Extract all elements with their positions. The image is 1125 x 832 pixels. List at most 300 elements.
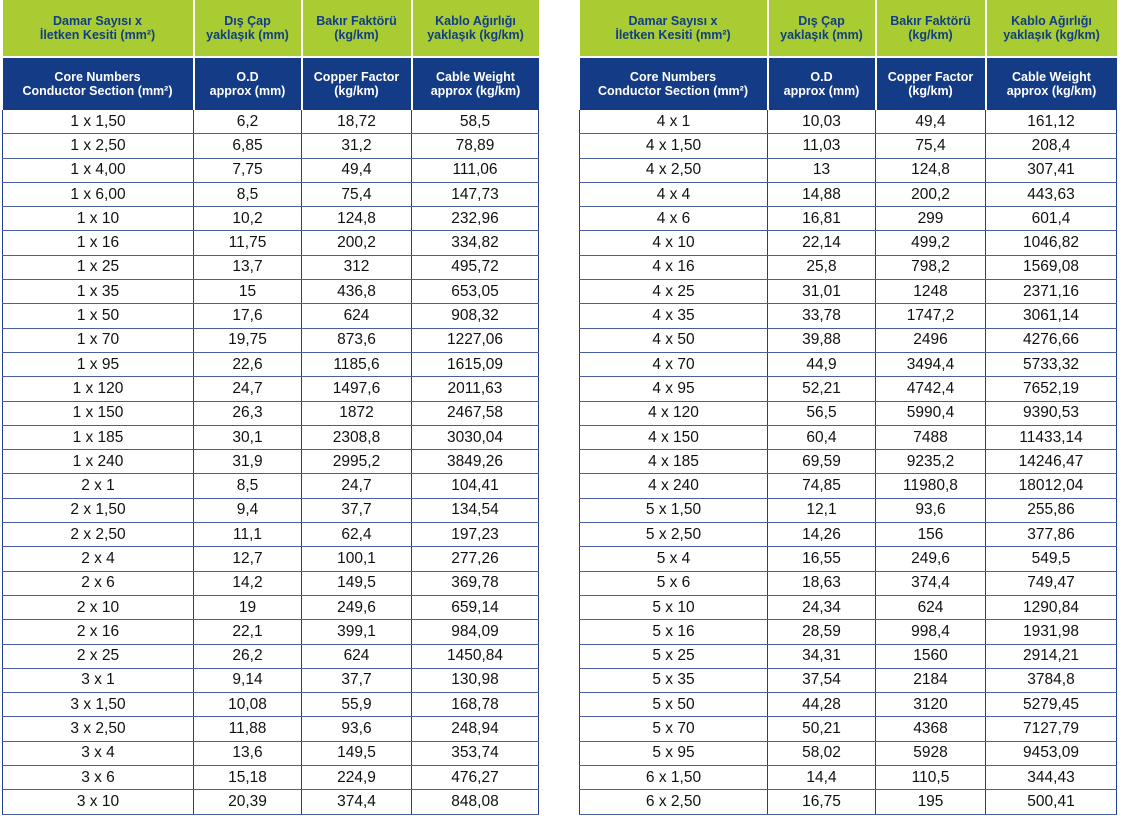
cell-outer-diameter: 12,1 <box>768 498 876 522</box>
cell-outer-diameter: 44,9 <box>768 352 876 376</box>
cell-outer-diameter: 6,85 <box>194 134 302 158</box>
cell-cable-weight: 3784,8 <box>986 668 1117 692</box>
cell-copper-factor: 24,7 <box>302 474 412 498</box>
cell-copper-factor: 49,4 <box>302 158 412 182</box>
cell-outer-diameter: 16,75 <box>768 790 876 814</box>
table-row <box>580 207 1117 231</box>
cell-cable-weight: 5733,32 <box>986 352 1117 376</box>
cell-core-section: 3 x 1 <box>3 668 194 692</box>
table-row <box>580 668 1117 692</box>
cell-core-section: 1 x 6,00 <box>3 182 194 206</box>
cell-copper-factor: 499,2 <box>876 231 986 255</box>
table-row <box>580 644 1117 668</box>
table-row <box>3 644 539 668</box>
cell-copper-factor: 124,8 <box>876 158 986 182</box>
cell-core-section: 4 x 6 <box>580 207 768 231</box>
table-row <box>3 110 539 134</box>
table-row <box>3 474 539 498</box>
cell-cable-weight: 248,94 <box>412 717 539 741</box>
cell-outer-diameter: 19 <box>194 595 302 619</box>
cell-core-section: 1 x 2,50 <box>3 134 194 158</box>
cell-copper-factor: 1872 <box>302 401 412 425</box>
header-en-outer-diameter: O.D approx (mm) <box>194 57 302 110</box>
cell-copper-factor: 11980,8 <box>876 474 986 498</box>
cell-cable-weight: 2467,58 <box>412 401 539 425</box>
cell-cable-weight: 7652,19 <box>986 377 1117 401</box>
cell-copper-factor: 156 <box>876 523 986 547</box>
cell-cable-weight: 130,98 <box>412 668 539 692</box>
table-row <box>580 377 1117 401</box>
cell-copper-factor: 1560 <box>876 644 986 668</box>
cell-outer-diameter: 19,75 <box>194 328 302 352</box>
cell-cable-weight: 11433,14 <box>986 425 1117 449</box>
table-row <box>580 328 1117 352</box>
cell-core-section: 1 x 35 <box>3 280 194 304</box>
header-tr-cable-weight: Kablo Ağırlığı yaklaşık (kg/km) <box>986 0 1117 57</box>
cell-core-section: 5 x 25 <box>580 644 768 668</box>
cell-copper-factor: 5928 <box>876 741 986 765</box>
table-row <box>580 280 1117 304</box>
cell-outer-diameter: 12,7 <box>194 547 302 571</box>
cell-copper-factor: 93,6 <box>302 717 412 741</box>
cell-core-section: 1 x 70 <box>3 328 194 352</box>
cell-copper-factor: 149,5 <box>302 741 412 765</box>
cell-cable-weight: 353,74 <box>412 741 539 765</box>
cell-core-section: 3 x 2,50 <box>3 717 194 741</box>
table-row <box>580 693 1117 717</box>
table-row <box>3 207 539 231</box>
table-row <box>3 571 539 595</box>
table-row <box>580 790 1117 814</box>
cell-outer-diameter: 16,55 <box>768 547 876 571</box>
table-row <box>3 717 539 741</box>
cell-copper-factor: 200,2 <box>876 182 986 206</box>
cell-cable-weight: 3030,04 <box>412 425 539 449</box>
cell-copper-factor: 249,6 <box>302 595 412 619</box>
header-tr-core-section: Damar Sayısı x İletken Kesiti (mm²) <box>580 0 768 57</box>
cell-core-section: 2 x 25 <box>3 644 194 668</box>
cell-copper-factor: 624 <box>302 304 412 328</box>
cell-outer-diameter: 37,54 <box>768 668 876 692</box>
cell-core-section: 4 x 120 <box>580 401 768 425</box>
cell-outer-diameter: 22,14 <box>768 231 876 255</box>
cell-cable-weight: 1290,84 <box>986 595 1117 619</box>
cell-outer-diameter: 9,4 <box>194 498 302 522</box>
cell-cable-weight: 232,96 <box>412 207 539 231</box>
cell-core-section: 4 x 2,50 <box>580 158 768 182</box>
cell-cable-weight: 476,27 <box>412 766 539 790</box>
table-row <box>580 620 1117 644</box>
table-row <box>3 741 539 765</box>
table-row <box>3 182 539 206</box>
cell-core-section: 6 x 1,50 <box>580 766 768 790</box>
cell-outer-diameter: 22,6 <box>194 352 302 376</box>
cell-core-section: 1 x 120 <box>3 377 194 401</box>
cell-outer-diameter: 9,14 <box>194 668 302 692</box>
cell-cable-weight: 58,5 <box>412 110 539 134</box>
cell-cable-weight: 443,63 <box>986 182 1117 206</box>
table-row <box>580 595 1117 619</box>
cell-core-section: 1 x 185 <box>3 425 194 449</box>
table-row <box>3 790 539 814</box>
cell-copper-factor: 93,6 <box>876 498 986 522</box>
cell-copper-factor: 249,6 <box>876 547 986 571</box>
cell-outer-diameter: 39,88 <box>768 328 876 352</box>
table-row <box>580 717 1117 741</box>
cell-core-section: 2 x 6 <box>3 571 194 595</box>
cell-outer-diameter: 13,6 <box>194 741 302 765</box>
cell-cable-weight: 984,09 <box>412 620 539 644</box>
cell-copper-factor: 2308,8 <box>302 425 412 449</box>
cell-core-section: 5 x 50 <box>580 693 768 717</box>
cell-copper-factor: 1248 <box>876 280 986 304</box>
header-tr-cable-weight: Kablo Ağırlığı yaklaşık (kg/km) <box>412 0 539 57</box>
cell-outer-diameter: 69,59 <box>768 450 876 474</box>
cell-copper-factor: 55,9 <box>302 693 412 717</box>
cell-cable-weight: 5279,45 <box>986 693 1117 717</box>
cell-cable-weight: 500,41 <box>986 790 1117 814</box>
cell-cable-weight: 908,32 <box>412 304 539 328</box>
table-row <box>580 231 1117 255</box>
header-tr-copper-factor: Bakır Faktörü (kg/km) <box>876 0 986 57</box>
cell-outer-diameter: 58,02 <box>768 741 876 765</box>
table-row <box>580 182 1117 206</box>
cell-outer-diameter: 14,88 <box>768 182 876 206</box>
cell-cable-weight: 255,86 <box>986 498 1117 522</box>
cell-core-section: 2 x 4 <box>3 547 194 571</box>
cell-outer-diameter: 11,88 <box>194 717 302 741</box>
cell-cable-weight: 3061,14 <box>986 304 1117 328</box>
cell-copper-factor: 75,4 <box>876 134 986 158</box>
cell-cable-weight: 208,4 <box>986 134 1117 158</box>
cell-cable-weight: 7127,79 <box>986 717 1117 741</box>
header-row-english <box>580 57 1117 110</box>
cell-cable-weight: 1046,82 <box>986 231 1117 255</box>
cell-core-section: 4 x 35 <box>580 304 768 328</box>
cell-core-section: 2 x 2,50 <box>3 523 194 547</box>
cell-core-section: 2 x 1,50 <box>3 498 194 522</box>
cell-core-section: 5 x 6 <box>580 571 768 595</box>
cell-cable-weight: 601,4 <box>986 207 1117 231</box>
table-row <box>580 474 1117 498</box>
cell-cable-weight: 18012,04 <box>986 474 1117 498</box>
cell-core-section: 4 x 95 <box>580 377 768 401</box>
table-row <box>580 766 1117 790</box>
cell-core-section: 4 x 240 <box>580 474 768 498</box>
cell-cable-weight: 2011,63 <box>412 377 539 401</box>
cell-copper-factor: 7488 <box>876 425 986 449</box>
table-row <box>3 547 539 571</box>
cell-copper-factor: 3494,4 <box>876 352 986 376</box>
table-row <box>580 498 1117 522</box>
cell-cable-weight: 78,89 <box>412 134 539 158</box>
cell-cable-weight: 334,82 <box>412 231 539 255</box>
cell-copper-factor: 100,1 <box>302 547 412 571</box>
cell-copper-factor: 998,4 <box>876 620 986 644</box>
cell-core-section: 5 x 70 <box>580 717 768 741</box>
cell-copper-factor: 399,1 <box>302 620 412 644</box>
cell-core-section: 1 x 25 <box>3 255 194 279</box>
cell-copper-factor: 149,5 <box>302 571 412 595</box>
header-en-outer-diameter: O.D approx (mm) <box>768 57 876 110</box>
cell-outer-diameter: 26,3 <box>194 401 302 425</box>
cell-cable-weight: 2371,16 <box>986 280 1117 304</box>
cell-outer-diameter: 18,63 <box>768 571 876 595</box>
header-tr-outer-diameter: Dış Çap yaklaşık (mm) <box>768 0 876 57</box>
table-row <box>3 231 539 255</box>
cell-outer-diameter: 34,31 <box>768 644 876 668</box>
cell-outer-diameter: 20,39 <box>194 790 302 814</box>
header-tr-core-section: Damar Sayısı x İletken Kesiti (mm²) <box>3 0 194 57</box>
table-row <box>3 523 539 547</box>
cell-core-section: 4 x 16 <box>580 255 768 279</box>
cell-outer-diameter: 11,1 <box>194 523 302 547</box>
cell-outer-diameter: 10,03 <box>768 110 876 134</box>
cell-copper-factor: 624 <box>302 644 412 668</box>
cell-core-section: 2 x 16 <box>3 620 194 644</box>
cell-core-section: 5 x 1,50 <box>580 498 768 522</box>
cell-cable-weight: 549,5 <box>986 547 1117 571</box>
header-tr-outer-diameter: Dış Çap yaklaşık (mm) <box>194 0 302 57</box>
cell-cable-weight: 134,54 <box>412 498 539 522</box>
cell-core-section: 2 x 10 <box>3 595 194 619</box>
table-row <box>3 134 539 158</box>
header-tr-copper-factor: Bakır Faktörü (kg/km) <box>302 0 412 57</box>
cell-outer-diameter: 11,75 <box>194 231 302 255</box>
cell-outer-diameter: 17,6 <box>194 304 302 328</box>
cell-outer-diameter: 6,2 <box>194 110 302 134</box>
cable-table-left <box>2 0 539 815</box>
cell-cable-weight: 168,78 <box>412 693 539 717</box>
cell-copper-factor: 224,9 <box>302 766 412 790</box>
cell-cable-weight: 749,47 <box>986 571 1117 595</box>
cell-copper-factor: 436,8 <box>302 280 412 304</box>
cell-core-section: 4 x 4 <box>580 182 768 206</box>
cell-outer-diameter: 13,7 <box>194 255 302 279</box>
table-row <box>580 571 1117 595</box>
table-row <box>3 304 539 328</box>
cell-copper-factor: 873,6 <box>302 328 412 352</box>
cell-core-section: 3 x 4 <box>3 741 194 765</box>
cell-outer-diameter: 52,21 <box>768 377 876 401</box>
header-row-turkish <box>3 0 539 57</box>
cell-core-section: 5 x 2,50 <box>580 523 768 547</box>
header-en-cable-weight: Cable Weight approx (kg/km) <box>412 57 539 110</box>
cell-outer-diameter: 74,85 <box>768 474 876 498</box>
cell-copper-factor: 37,7 <box>302 498 412 522</box>
cell-outer-diameter: 44,28 <box>768 693 876 717</box>
cell-core-section: 5 x 35 <box>580 668 768 692</box>
cable-table-right <box>579 0 1117 815</box>
cell-cable-weight: 848,08 <box>412 790 539 814</box>
cell-core-section: 1 x 50 <box>3 304 194 328</box>
cell-copper-factor: 37,7 <box>302 668 412 692</box>
cell-cable-weight: 307,41 <box>986 158 1117 182</box>
header-en-core-section: Core Numbers Conductor Section (mm²) <box>3 57 194 110</box>
header-en-core-section: Core Numbers Conductor Section (mm²) <box>580 57 768 110</box>
cell-cable-weight: 147,73 <box>412 182 539 206</box>
cell-outer-diameter: 33,78 <box>768 304 876 328</box>
table-row <box>580 255 1117 279</box>
table-row <box>3 377 539 401</box>
cell-core-section: 4 x 25 <box>580 280 768 304</box>
cell-outer-diameter: 15,18 <box>194 766 302 790</box>
cell-outer-diameter: 14,26 <box>768 523 876 547</box>
cell-cable-weight: 161,12 <box>986 110 1117 134</box>
table-body-left <box>3 110 539 814</box>
cell-copper-factor: 75,4 <box>302 182 412 206</box>
cell-outer-diameter: 31,9 <box>194 450 302 474</box>
cell-outer-diameter: 56,5 <box>768 401 876 425</box>
cell-cable-weight: 2914,21 <box>986 644 1117 668</box>
cell-copper-factor: 195 <box>876 790 986 814</box>
cell-core-section: 5 x 10 <box>580 595 768 619</box>
cell-core-section: 4 x 185 <box>580 450 768 474</box>
table-row <box>3 255 539 279</box>
table-row <box>3 498 539 522</box>
table-row <box>3 620 539 644</box>
cell-outer-diameter: 7,75 <box>194 158 302 182</box>
cell-copper-factor: 4742,4 <box>876 377 986 401</box>
table-row <box>3 766 539 790</box>
cell-copper-factor: 49,4 <box>876 110 986 134</box>
cell-core-section: 5 x 4 <box>580 547 768 571</box>
cell-core-section: 6 x 2,50 <box>580 790 768 814</box>
cell-core-section: 4 x 70 <box>580 352 768 376</box>
cell-copper-factor: 124,8 <box>302 207 412 231</box>
cell-cable-weight: 495,72 <box>412 255 539 279</box>
table-row <box>3 693 539 717</box>
cell-cable-weight: 377,86 <box>986 523 1117 547</box>
table-row <box>3 425 539 449</box>
cell-copper-factor: 110,5 <box>876 766 986 790</box>
table-row <box>3 280 539 304</box>
cell-copper-factor: 5990,4 <box>876 401 986 425</box>
cell-outer-diameter: 50,21 <box>768 717 876 741</box>
cell-core-section: 4 x 1,50 <box>580 134 768 158</box>
cell-cable-weight: 1931,98 <box>986 620 1117 644</box>
table-row <box>580 425 1117 449</box>
cell-core-section: 1 x 10 <box>3 207 194 231</box>
cell-outer-diameter: 10,08 <box>194 693 302 717</box>
cell-copper-factor: 2184 <box>876 668 986 692</box>
cell-copper-factor: 31,2 <box>302 134 412 158</box>
header-row-turkish <box>580 0 1117 57</box>
cell-outer-diameter: 60,4 <box>768 425 876 449</box>
cell-outer-diameter: 31,01 <box>768 280 876 304</box>
cell-core-section: 3 x 6 <box>3 766 194 790</box>
table-row <box>3 450 539 474</box>
table-row <box>580 450 1117 474</box>
cell-copper-factor: 624 <box>876 595 986 619</box>
cell-copper-factor: 798,2 <box>876 255 986 279</box>
header-en-copper-factor: Copper Factor (kg/km) <box>876 57 986 110</box>
table-body-right <box>580 110 1117 814</box>
cell-copper-factor: 2995,2 <box>302 450 412 474</box>
table-row <box>580 134 1117 158</box>
header-en-cable-weight: Cable Weight approx (kg/km) <box>986 57 1117 110</box>
cell-outer-diameter: 10,2 <box>194 207 302 231</box>
cell-core-section: 4 x 10 <box>580 231 768 255</box>
cell-core-section: 3 x 1,50 <box>3 693 194 717</box>
cell-cable-weight: 1615,09 <box>412 352 539 376</box>
table-row <box>580 352 1117 376</box>
cell-copper-factor: 3120 <box>876 693 986 717</box>
cell-core-section: 1 x 1,50 <box>3 110 194 134</box>
cell-outer-diameter: 11,03 <box>768 134 876 158</box>
cell-cable-weight: 14246,47 <box>986 450 1117 474</box>
cell-core-section: 5 x 95 <box>580 741 768 765</box>
cell-outer-diameter: 14,4 <box>768 766 876 790</box>
cell-cable-weight: 369,78 <box>412 571 539 595</box>
cell-copper-factor: 1747,2 <box>876 304 986 328</box>
cell-outer-diameter: 25,8 <box>768 255 876 279</box>
cell-outer-diameter: 16,81 <box>768 207 876 231</box>
table-row <box>3 668 539 692</box>
table-row <box>580 158 1117 182</box>
cell-core-section: 1 x 95 <box>3 352 194 376</box>
table-row <box>580 304 1117 328</box>
cell-cable-weight: 653,05 <box>412 280 539 304</box>
cell-cable-weight: 1450,84 <box>412 644 539 668</box>
cell-copper-factor: 299 <box>876 207 986 231</box>
cell-cable-weight: 1569,08 <box>986 255 1117 279</box>
cell-copper-factor: 62,4 <box>302 523 412 547</box>
cell-copper-factor: 312 <box>302 255 412 279</box>
cell-outer-diameter: 22,1 <box>194 620 302 644</box>
cell-cable-weight: 344,43 <box>986 766 1117 790</box>
cell-core-section: 3 x 10 <box>3 790 194 814</box>
cell-core-section: 4 x 1 <box>580 110 768 134</box>
cell-outer-diameter: 24,34 <box>768 595 876 619</box>
table-row <box>580 547 1117 571</box>
cell-cable-weight: 9453,09 <box>986 741 1117 765</box>
cell-core-section: 2 x 1 <box>3 474 194 498</box>
cell-cable-weight: 1227,06 <box>412 328 539 352</box>
cell-outer-diameter: 8,5 <box>194 474 302 498</box>
cell-outer-diameter: 13 <box>768 158 876 182</box>
cell-core-section: 1 x 4,00 <box>3 158 194 182</box>
table-row <box>580 523 1117 547</box>
table-row <box>580 741 1117 765</box>
cell-cable-weight: 197,23 <box>412 523 539 547</box>
cell-outer-diameter: 14,2 <box>194 571 302 595</box>
cell-copper-factor: 374,4 <box>876 571 986 595</box>
cell-copper-factor: 2496 <box>876 328 986 352</box>
cell-core-section: 1 x 150 <box>3 401 194 425</box>
header-row-english <box>3 57 539 110</box>
cell-outer-diameter: 15 <box>194 280 302 304</box>
cell-cable-weight: 277,26 <box>412 547 539 571</box>
table-row <box>580 401 1117 425</box>
cell-cable-weight: 111,06 <box>412 158 539 182</box>
cell-copper-factor: 4368 <box>876 717 986 741</box>
table-row <box>3 158 539 182</box>
table-row <box>3 328 539 352</box>
table-row <box>580 110 1117 134</box>
cell-core-section: 4 x 50 <box>580 328 768 352</box>
cell-cable-weight: 3849,26 <box>412 450 539 474</box>
cell-copper-factor: 1185,6 <box>302 352 412 376</box>
cell-outer-diameter: 8,5 <box>194 182 302 206</box>
cell-outer-diameter: 26,2 <box>194 644 302 668</box>
cell-cable-weight: 659,14 <box>412 595 539 619</box>
table-row <box>3 401 539 425</box>
cell-core-section: 5 x 16 <box>580 620 768 644</box>
cell-core-section: 4 x 150 <box>580 425 768 449</box>
cell-cable-weight: 9390,53 <box>986 401 1117 425</box>
header-en-copper-factor: Copper Factor (kg/km) <box>302 57 412 110</box>
